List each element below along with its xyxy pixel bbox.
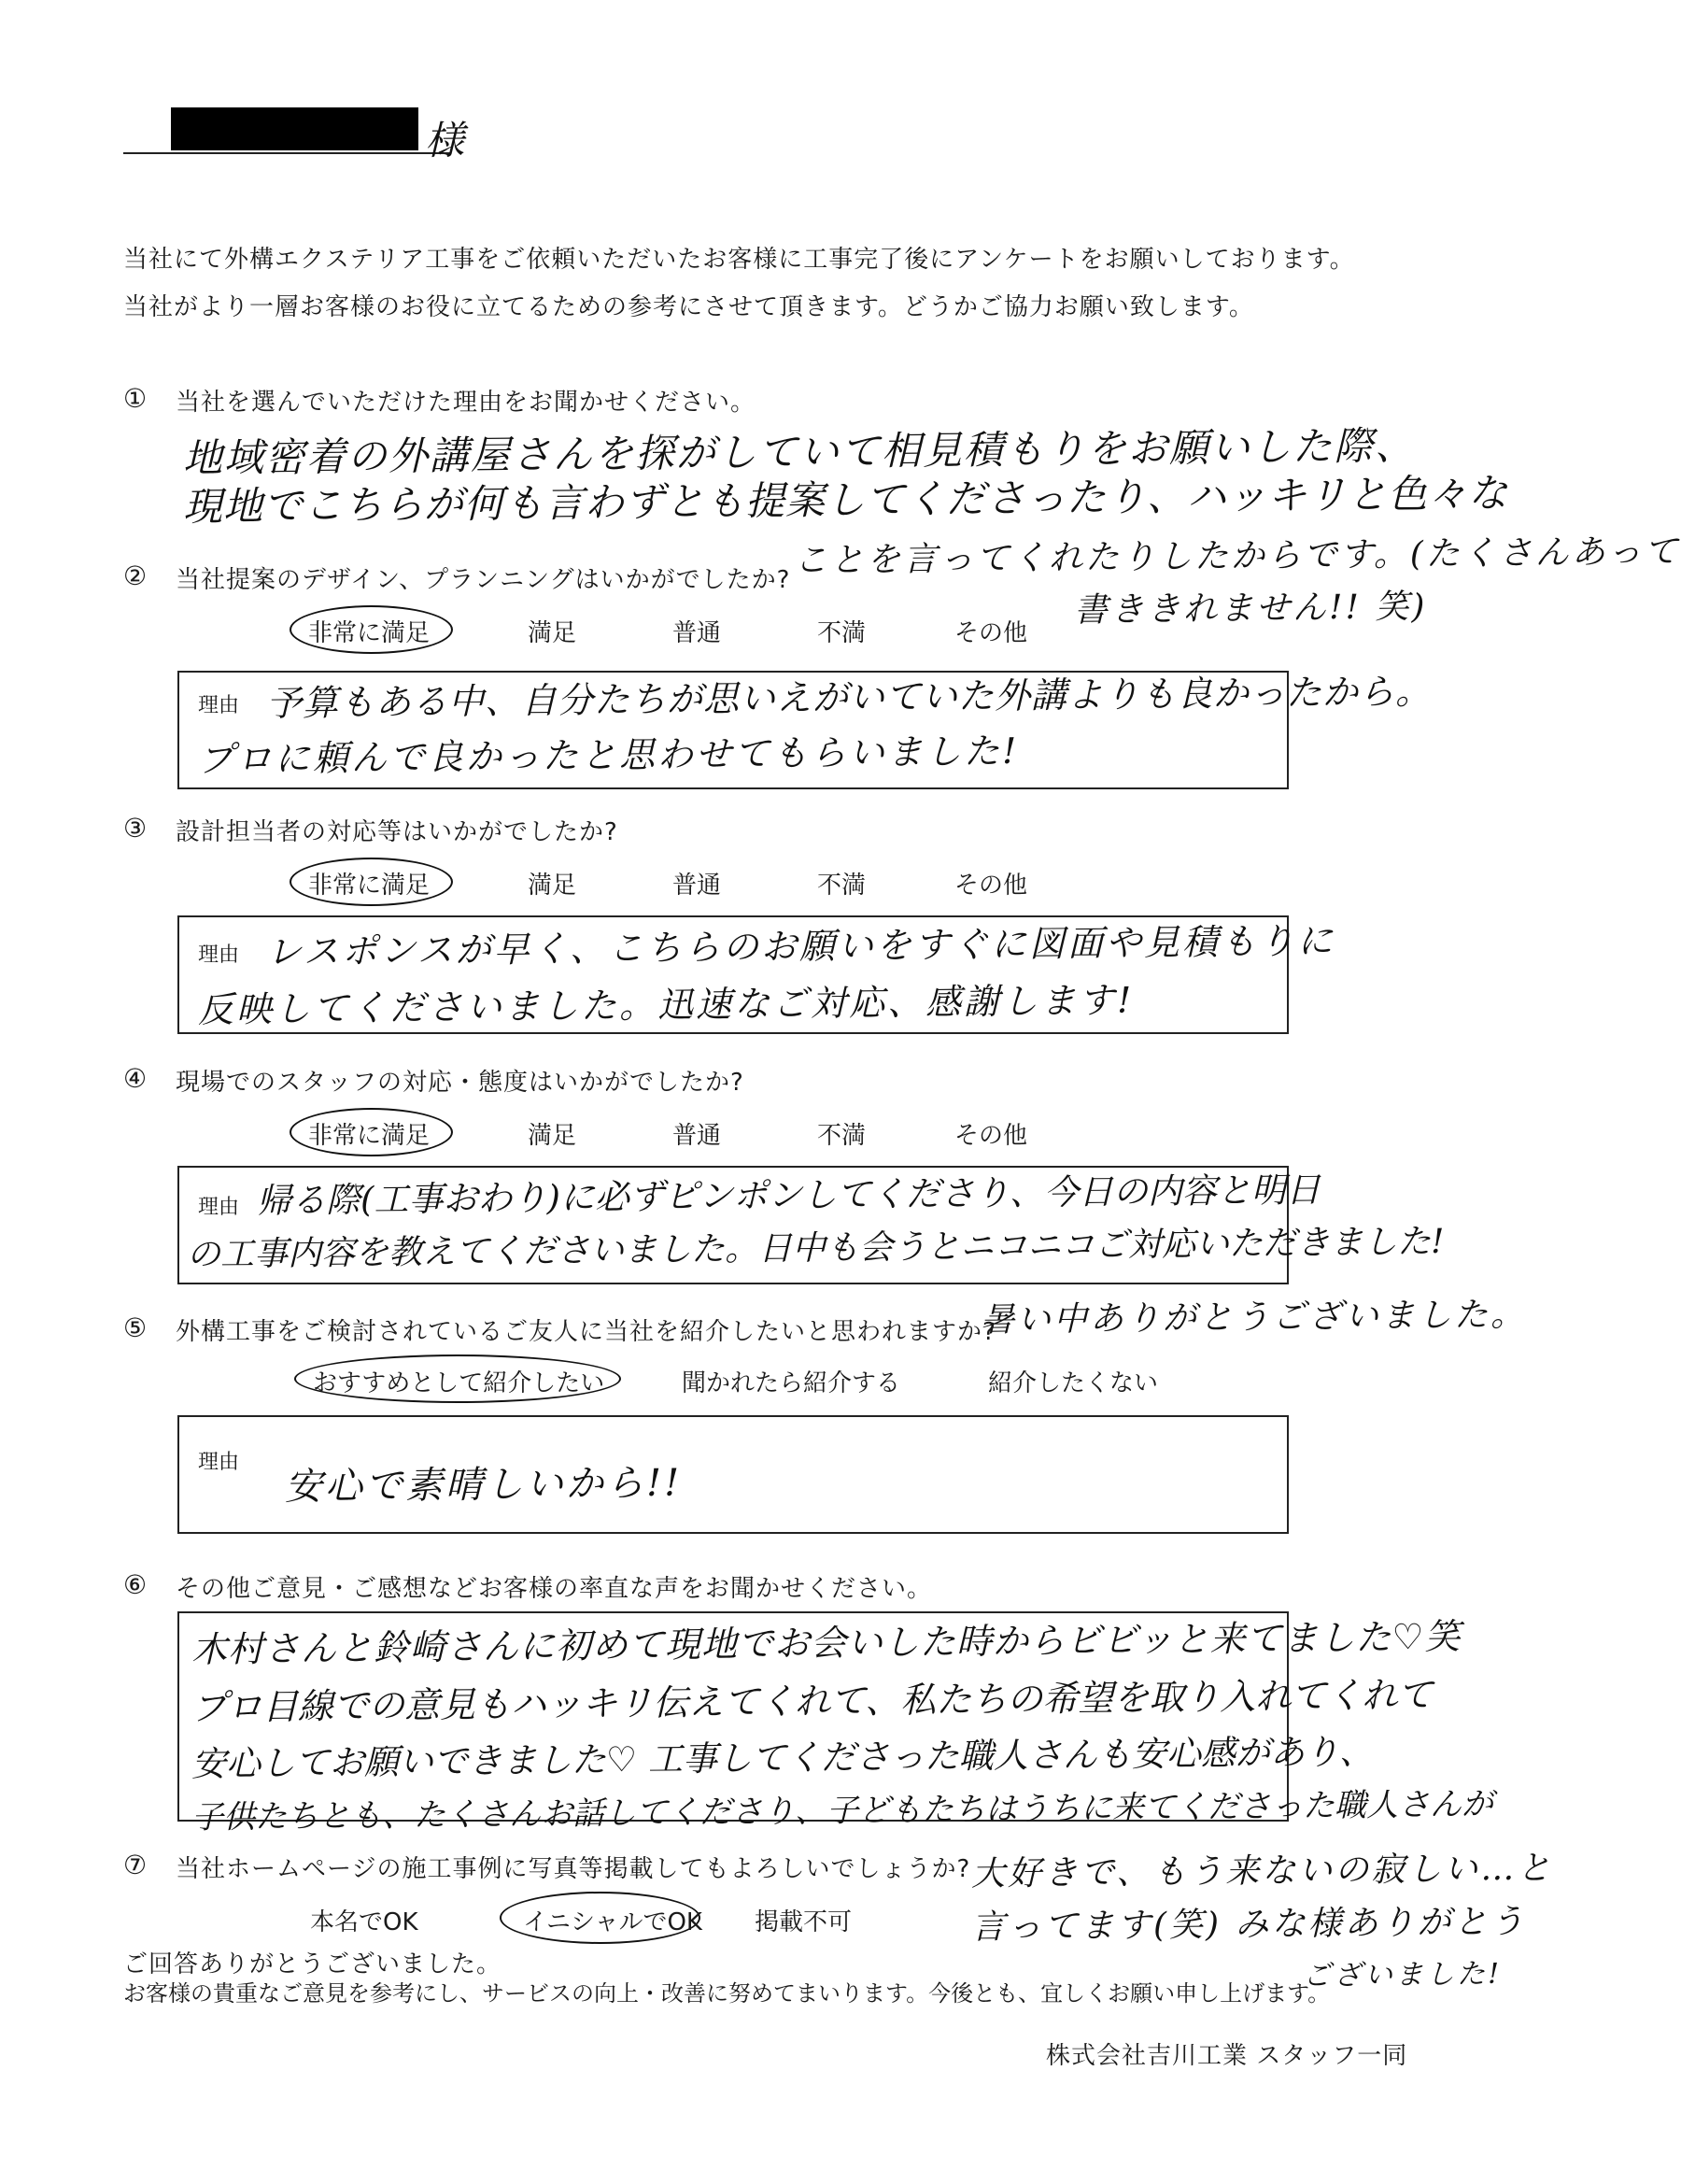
closing-line-1: ご回答ありがとうございました。 (123, 1950, 502, 1978)
q4-reason-line-2: の工事内容を教えてくださいました。日中も会うとニコニコご対応いただきました! (186, 1222, 1445, 1274)
q2-option-2: 満足 (528, 619, 577, 647)
q4-reason-line-1: 帰る際(工事おわり)に必ずピンポンしてくださり、今日の内容と明日 (256, 1170, 1321, 1221)
q5-option-3: 紹介したくない (988, 1369, 1159, 1397)
q1-answer-line-2: 現地でこちらが何も言わずとも提案してくださったり、ハッキリと色々な (182, 470, 1509, 530)
q1-question: 当社を選んでいただけた理由をお聞かせください。 (176, 389, 756, 417)
q2-option-1: 非常に満足 (308, 619, 431, 647)
redacted-customer-name (171, 107, 418, 150)
q1-answer-line-3: ことを言ってくれたりしたからです。(たくさんあって (793, 532, 1681, 580)
q3-option-4: 不満 (817, 872, 867, 900)
q6-answer-line-4: 子供たちとも、たくさんお話してくださり、子どもたちはうちに来てくださった職人さんが (191, 1785, 1494, 1837)
q4-reason-label: 理由 (198, 1196, 240, 1219)
q6-answer-line-5: 大好きで、もう来ないの寂しい…と (970, 1849, 1554, 1893)
closing-line-2: お客様の貴重なご意見を参考にし、サービスの向上・改善に努めてまいります。今後とも、宜しくお願い申し上げます。 (123, 1980, 1331, 2007)
q1-number: ① (123, 383, 148, 414)
q1-answer-line-4: 書ききれません!! 笑) (1073, 588, 1428, 630)
q6-number: ⑥ (123, 1569, 148, 1600)
intro-line-1: 当社にて外構エクステリア工事をご依頼いただいたお客様に工事完了後にアンケートをお願いしております。 (123, 246, 1355, 274)
q6-answer-line-6: 言ってます(笑) みな様ありがとう (970, 1902, 1527, 1947)
q3-question: 設計担当者の対応等はいかがでしたか? (176, 818, 618, 846)
q7-option-2: イニシャルでOK (523, 1908, 702, 1936)
q4-option-3: 普通 (672, 1122, 722, 1150)
q4-option-4: 不満 (817, 1122, 867, 1150)
q2-option-4: 不満 (817, 619, 867, 647)
honorific: 様 (424, 117, 468, 163)
q2-number: ② (123, 560, 148, 591)
q4-option-1: 非常に満足 (308, 1122, 431, 1150)
q3-reason-line-2: 反映してくださいました。迅速なご対応、感謝します! (197, 979, 1135, 1030)
q6-answer-line-3: 安心してお願いできました♡ 工事してくださった職人さんも安心感があり、 (191, 1731, 1375, 1784)
q3-reason-line-1: レスポンスが早く、こちらのお願いをすぐに図面や見積もりに (265, 920, 1336, 972)
q7-option-1: 本名でOK (310, 1908, 418, 1936)
q2-reason-label: 理由 (198, 694, 240, 717)
name-underline (123, 152, 450, 154)
q5-option-2: 聞かれたら紹介する (682, 1369, 901, 1397)
q5-number: ⑤ (123, 1312, 148, 1343)
q3-number: ③ (123, 813, 148, 844)
q3-option-5: その他 (954, 872, 1028, 900)
q6-answer-line-1: 木村さんと鈴崎さんに初めて現地でお会いした時からビビッと来てました♡笑 (191, 1615, 1462, 1670)
q3-option-3: 普通 (672, 872, 722, 900)
q2-reason-line-1: 予算もある中、自分たちが思いえがいていた外講よりも良かったから。 (265, 670, 1433, 724)
q4-extra-note: 暑い中ありがとうございました。 (980, 1295, 1528, 1340)
q2-reason-line-2: プロに頼んで良かったと思わせてもらいました! (197, 730, 1020, 780)
q2-option-3: 普通 (672, 619, 722, 647)
q1-answer-line-1: 地域密着の外講屋さんを探がしていて相見積もりをお願いした際、 (182, 422, 1417, 481)
intro-line-2: 当社がより一層お客様のお役に立てるための参考にさせて頂きます。どうかご協力お願い致します。 (123, 293, 1254, 321)
q3-option-1: 非常に満足 (308, 872, 431, 900)
q6-answer-line-7: ございました! (1302, 1957, 1503, 1993)
q7-number: ⑦ (123, 1850, 148, 1880)
q5-reason-label: 理由 (198, 1451, 240, 1474)
q3-reason-label: 理由 (198, 943, 240, 967)
q7-question: 当社ホームページの施工事例に写真等掲載してもよろしいでしょうか? (176, 1855, 971, 1883)
q4-number: ④ (123, 1063, 148, 1094)
q5-reason-line-1: 安心で素晴しいから!! (284, 1461, 683, 1509)
q5-question: 外構工事をご検討されているご友人に当社を紹介したいと思われますか? (176, 1318, 996, 1346)
q6-question: その他ご意見・ご感想などお客様の率直な声をお聞かせください。 (176, 1575, 933, 1603)
q6-answer-line-2: プロ目線での意見もハッキリ伝えてくれて、私たちの希望を取り入れてくれて (191, 1674, 1434, 1728)
company-signature: 株式会社吉川工業 スタッフ一同 (1046, 2042, 1408, 2070)
q4-question: 現場でのスタッフの対応・態度はいかがでしたか? (176, 1069, 744, 1097)
q3-option-2: 満足 (528, 872, 577, 900)
q4-option-2: 満足 (528, 1122, 577, 1150)
q5-option-1: おすすめとして紹介したい (313, 1369, 605, 1397)
q4-option-5: その他 (954, 1122, 1028, 1150)
q2-option-5: その他 (954, 619, 1028, 647)
q7-option-3: 掲載不可 (755, 1908, 853, 1936)
q2-question: 当社提案のデザイン、プランニングはいかがでしたか? (176, 566, 791, 594)
